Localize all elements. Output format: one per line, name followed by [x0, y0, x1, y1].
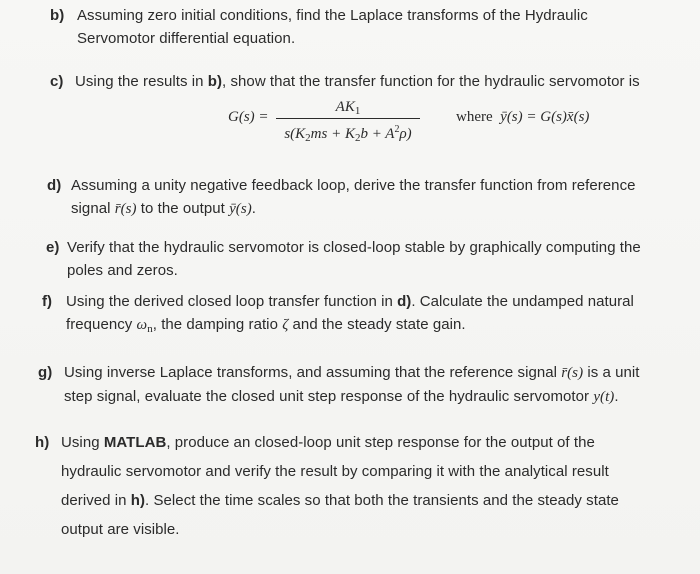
question-b	[50, 4, 670, 50]
where-word: where	[456, 109, 493, 125]
question-h	[35, 428, 695, 544]
formula-fraction	[276, 98, 420, 147]
question-f-line1-before: Using the derived closed loop transfer function in	[66, 293, 398, 310]
question-f-line2-before: frequency	[66, 316, 137, 333]
question-d-line2-mid: to the output	[136, 200, 230, 217]
question-g-line1-after: is a unit	[583, 364, 640, 381]
formula-numerator: $AK_1$	[335, 99, 361, 117]
question-h-line3-before: derived in	[61, 492, 131, 509]
output-signal-symbol: ȳ(s)	[229, 201, 252, 217]
formula-lhs: G(s) =	[228, 109, 269, 125]
question-b-line1: Assuming zero initial conditions, find the Laplace transforms of the Hydraulic	[77, 7, 588, 24]
question-e-line2: poles and zeros.	[67, 262, 178, 279]
question-h-line4: output are visible.	[61, 521, 180, 538]
question-d	[47, 174, 677, 221]
question-h-line1-after: , produce an closed-loop unit step response for the output of the	[166, 434, 595, 451]
step-response-symbol: y(t)	[593, 389, 615, 405]
question-h-line2: hydraulic servomotor and verify the result by comparing it with the analytical result	[61, 463, 609, 480]
question-e-line1: Verify that the hydraulic servomotor is closed-loop stable by graphically computing the	[67, 239, 641, 256]
question-f-line2-mid: , the damping ratio	[152, 316, 283, 333]
question-d-line2-before: signal	[71, 200, 115, 217]
question-g-line1-before: Using inverse Laplace transforms, and assuming that the reference signal	[64, 364, 562, 381]
question-h-line3-after: . Select the time scales so that both the transients and the steady state	[145, 492, 619, 509]
question-d-label: d)	[47, 177, 62, 194]
question-f	[42, 290, 692, 341]
question-e	[46, 236, 686, 282]
formula-where-clause	[456, 109, 589, 126]
question-g-line2-before: step signal, evaluate the closed unit step response of the hydraulic servomotor	[64, 388, 594, 405]
question-g	[38, 361, 698, 409]
question-f-label: f)	[42, 293, 53, 310]
question-h-line1-before: Using	[61, 434, 104, 451]
question-d-line2-after: .	[251, 200, 256, 217]
question-e-label: e)	[46, 239, 60, 256]
natural-frequency-symbol: $\omega_n$	[136, 317, 153, 335]
question-f-line1-after: . Calculate the undamped natural	[411, 293, 634, 310]
question-b-label: b)	[50, 7, 65, 24]
question-d-line1: Assuming a unity negative feedback loop, derive the transfer function from reference	[71, 177, 636, 194]
question-g-label: g)	[38, 364, 53, 381]
question-b-line2: Servomotor differential equation.	[77, 30, 296, 47]
question-g-line2-after: .	[614, 388, 619, 405]
question-f-ref: d)	[397, 293, 412, 310]
question-h-label: h)	[35, 434, 50, 451]
question-h-ref: h)	[130, 492, 146, 509]
damping-ratio-symbol: ζ	[282, 317, 289, 333]
question-c-label: c)	[50, 73, 64, 90]
fraction-bar	[276, 118, 420, 119]
question-c	[50, 70, 670, 93]
matlab-keyword: MATLAB	[103, 434, 167, 451]
question-c-ref: b)	[207, 73, 223, 90]
reference-signal-symbol: r̄(s)	[114, 201, 137, 217]
question-f-line2-after: and the steady state gain.	[288, 316, 466, 333]
question-c-text-before: Using the results in	[75, 73, 208, 90]
formula-denominator: $s(K_2ms + K_2b + A^2\rho)$	[284, 124, 412, 144]
reference-signal-symbol: r̄(s)	[561, 365, 584, 381]
question-c-text-after: , show that the transfer function for the hydraulic servomotor is	[222, 73, 640, 90]
where-expression: ȳ(s) = G(s)x̄(s)	[500, 109, 590, 125]
